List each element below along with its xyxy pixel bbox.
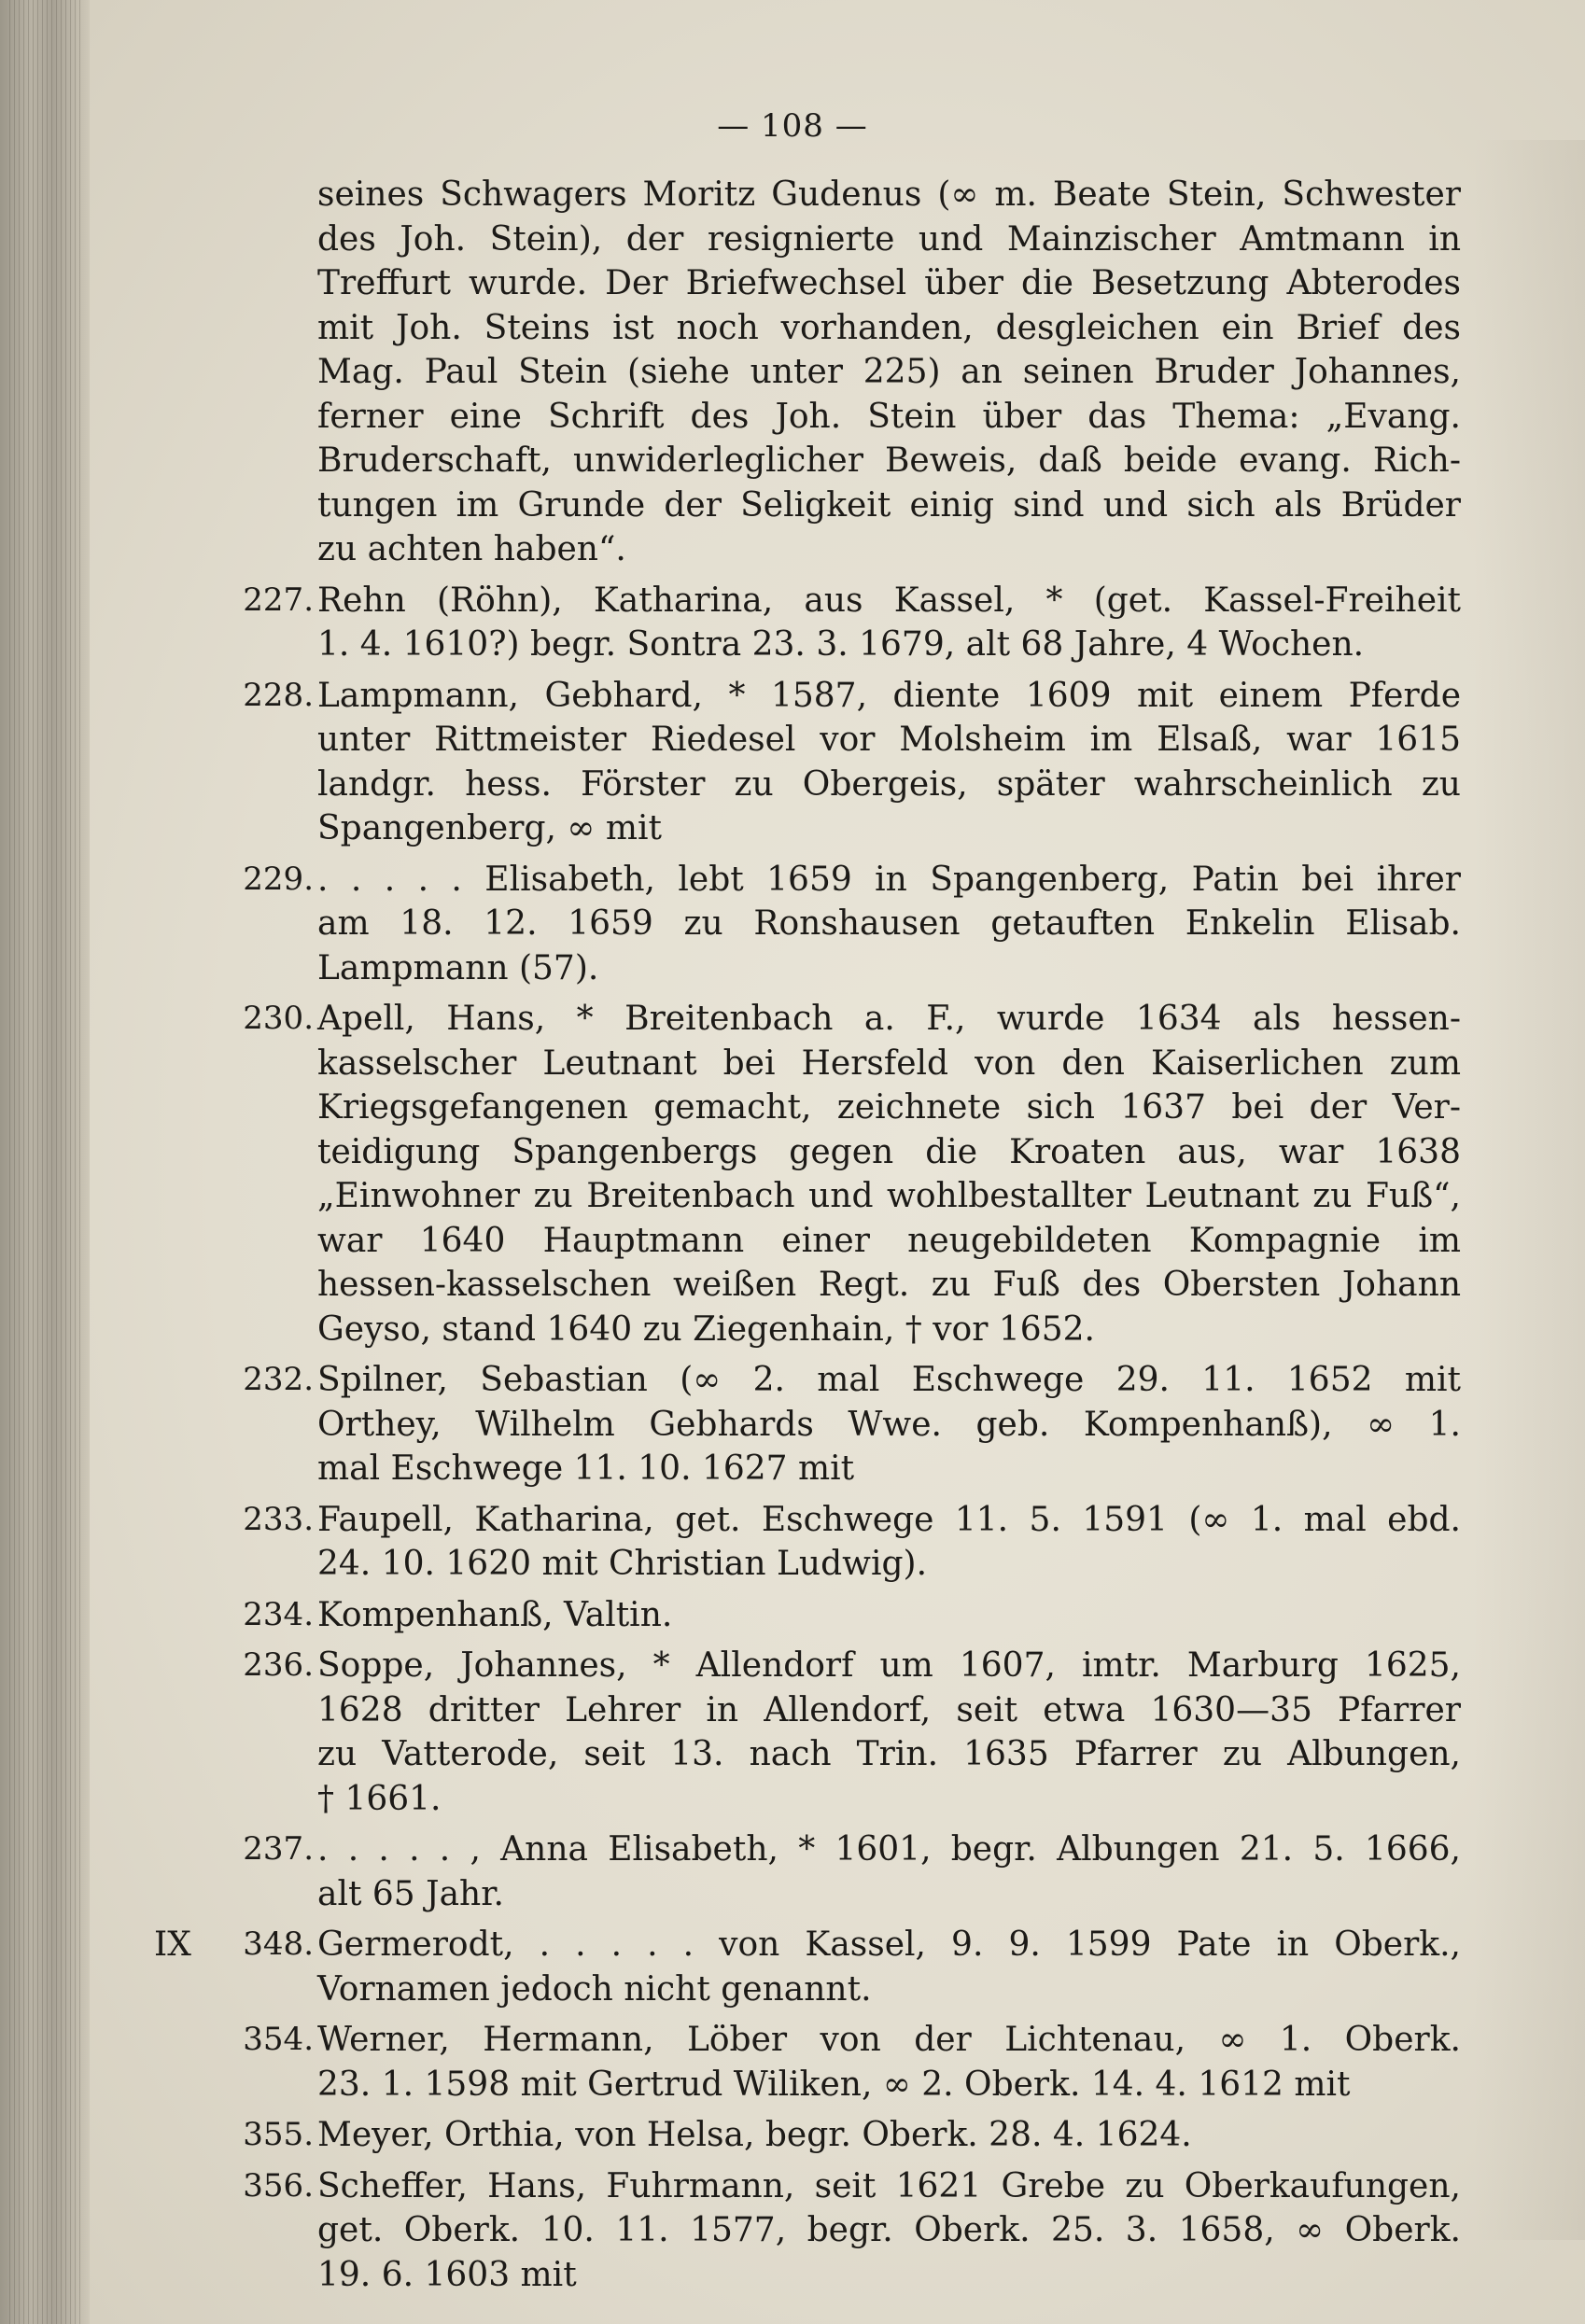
entry-229	[243, 858, 1461, 991]
text-line: Kompenhanß, Valtin.	[317, 1595, 673, 1634]
text-line: Soppe, Johannes, * Allendorf um 1607, imtr. Marburg 1625,	[317, 1646, 1461, 1685]
text-line: mit Joh. Steins ist noch vorhanden, desgleichen ein Brief des	[317, 308, 1461, 347]
text-line: Orthey, Wilhelm Gebhards Wwe. geb. Kompenhanß), ∞ 1.	[317, 1405, 1461, 1444]
text-line: tungen im Grunde der Seligkeit einig sind und sich als Brüder	[317, 485, 1461, 525]
entry-number: 228.	[243, 676, 314, 714]
text-line: 19. 6. 1603 mit	[317, 2255, 577, 2294]
text-line: 24. 10. 1620 mit Christian Ludwig).	[317, 1545, 928, 1583]
text-line: Kriegsgefangenen gemacht, zeichnete sich 1637 bei der Ver-	[317, 1088, 1461, 1127]
entry-228	[243, 674, 1461, 851]
text-line: zu Vatterode, seit 13. nach Trin. 1635 Pfarrer zu Albungen,	[317, 1735, 1461, 1773]
entry-number: 232.	[243, 1361, 314, 1398]
text-line: Treffurt wurde. Der Briefwechsel über die Besetzung Abterodes	[317, 264, 1461, 302]
text-line: . . . . . Elisabeth, lebt 1659 in Spangenberg, Patin bei ihrer	[317, 860, 1461, 899]
text-line: Mag. Paul Stein (siehe unter 225) an seinen Bruder Johannes,	[317, 353, 1461, 391]
text-line: Werner, Hermann, Löber von der Lichtenau, ∞ 1. Oberk.	[317, 2021, 1461, 2059]
entry-number: 227.	[243, 581, 314, 619]
text-line: zu achten haben“.	[317, 530, 626, 568]
entry-230	[243, 997, 1461, 1351]
text-line: Meyer, Orthia, von Helsa, begr. Oberk. 28. 4. 1624.	[317, 2116, 1192, 2154]
text-line: Geyso, stand 1640 zu Ziegenhain, † vor 1652.	[317, 1309, 1095, 1349]
text-line: 1. 4. 1610?) begr. Sontra 23. 3. 1679, alt 68 Jahre, 4 Wochen.	[317, 625, 1365, 664]
entry-233	[243, 1498, 1461, 1587]
text-line: Germerodt, . . . . . von Kassel, 9. 9. 1599 Pate in Oberk.,	[317, 1925, 1461, 1964]
entry-number: 236.	[243, 1646, 314, 1684]
text-line: landgr. hess. Förster zu Obergeis, später wahrscheinlich zu	[317, 764, 1461, 804]
text-line: kasselscher Leutnant bei Hersfeld von den Kaiserlichen zum	[317, 1043, 1461, 1083]
entry-continuation	[317, 173, 1461, 572]
entry-356	[243, 2164, 1461, 2298]
text-line: seines Schwagers Moritz Gudenus (∞ m. Beate Stein, Schwester	[317, 175, 1461, 214]
text-line: „Einwohner zu Breitenbach und wohlbestallter Leutnant zu Fuß“,	[317, 1177, 1461, 1215]
text-line: Bruderschaft, unwiderleglicher Beweis, daß beide evang. Rich-	[317, 441, 1461, 480]
text-line: Scheffer, Hans, Fuhrmann, seit 1621 Grebe zu Oberkaufungen,	[317, 2166, 1461, 2205]
entry-234	[243, 1593, 1461, 1638]
entry-number: 229.	[243, 860, 314, 898]
entry-number: 354.	[243, 2021, 314, 2058]
text-line: ferner eine Schrift des Joh. Stein über das Thema: „Evang.	[317, 397, 1461, 436]
entry-number: 356.	[243, 2166, 314, 2205]
text-line: Spangenberg, ∞ mit	[317, 809, 662, 847]
text-line: Lampmann, Gebhard, * 1587, diente 1609 mit einem Pferde	[317, 676, 1461, 715]
text-line: Lampmann (57).	[317, 948, 599, 987]
text-line: 1628 dritter Lehrer in Allendorf, seit etwa 1630—35 Pfarrer	[317, 1690, 1461, 1729]
text-line: des Joh. Stein), der resignierte und Mainzischer Amtmann in	[317, 219, 1461, 259]
text-line: Faupell, Katharina, get. Eschwege 11. 5. 1591 (∞ 1. mal ebd.	[317, 1500, 1461, 1539]
page-stack-edges	[9, 0, 84, 2324]
text-line: mal Eschwege 11. 10. 1627 mit	[317, 1449, 855, 1488]
entry-237	[243, 1827, 1461, 1916]
entry-number: 230.	[243, 1000, 314, 1037]
entry-348	[154, 1923, 1461, 2011]
text-line: Spilner, Sebastian (∞ 2. mal Eschwege 29. 11. 1652 mit	[317, 1361, 1461, 1399]
text-line: Vornamen jedoch nicht genannt.	[317, 1969, 872, 2009]
text-line: Rehn (Röhn), Katharina, aus Kassel, * (get. Kassel-Freiheit	[317, 581, 1461, 620]
text-line: . . . . . , Anna Elisabeth, * 1601, begr. Albungen 21. 5. 1666,	[317, 1830, 1461, 1869]
entry-355	[243, 2113, 1461, 2158]
entry-236	[243, 1644, 1461, 1821]
entry-354	[243, 2018, 1461, 2107]
entry-227	[243, 579, 1461, 667]
entry-number: 234.	[243, 1595, 314, 1633]
entry-number: 355.	[243, 2116, 314, 2153]
entry-232	[243, 1358, 1461, 1491]
text-line: get. Oberk. 10. 11. 1577, begr. Oberk. 25. 3. 1658, ∞ Oberk.	[317, 2211, 1461, 2249]
entry-number: 237.	[243, 1830, 314, 1868]
text-line: Apell, Hans, * Breitenbach a. F., wurde 1634 als hessen-	[317, 1000, 1461, 1038]
entry-number: 233.	[243, 1500, 314, 1538]
generation-numeral: IX	[154, 1925, 191, 1964]
text-line: unter Rittmeister Riedesel vor Molsheim im Elsaß, war 1615	[317, 721, 1461, 759]
text-line: † 1661.	[317, 1779, 442, 1818]
page-edge-shadow	[1473, 140, 1585, 2240]
text-line: am 18. 12. 1659 zu Ronshausen getauften Enkelin Elisab.	[317, 904, 1461, 943]
page-number: — 108 —	[717, 107, 868, 145]
text-line: 23. 1. 1598 mit Gertrud Wiliken, ∞ 2. Oberk. 14. 4. 1612 mit	[317, 2065, 1351, 2104]
text-line: teidigung Spangenbergs gegen die Kroaten aus, war 1638	[317, 1132, 1461, 1171]
page-text	[154, 173, 1461, 2297]
text-line: hessen-kasselschen weißen Regt. zu Fuß des Obersten Johann	[317, 1266, 1461, 1304]
entry-number: 348.	[243, 1925, 314, 1963]
text-line: alt 65 Jahr.	[317, 1874, 504, 1913]
text-line: war 1640 Hauptmann einer neugebildeten Kompagnie im	[317, 1221, 1461, 1260]
